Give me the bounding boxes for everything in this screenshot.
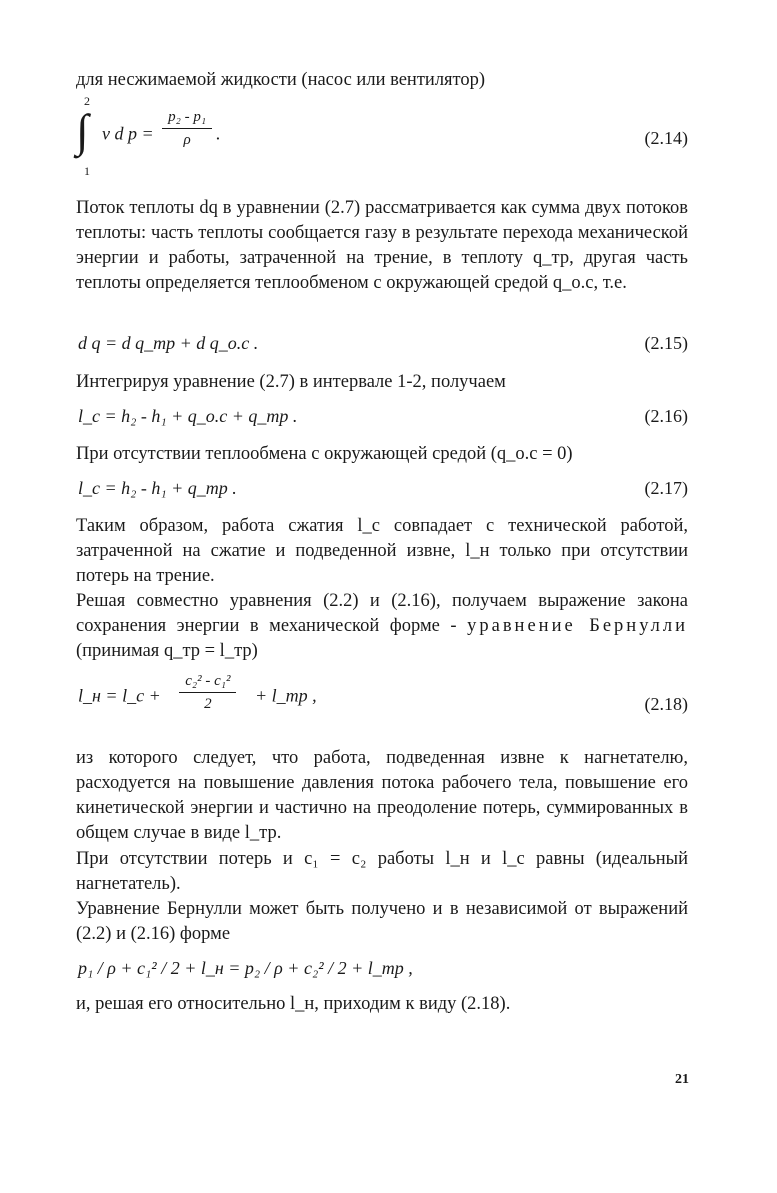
equation-2-17: l_с = h₂ - h₁ + q_тр . (2.17) xyxy=(78,478,688,498)
fraction-numerator: c₂² - c₁² xyxy=(179,672,236,693)
equation-2-16: l_с = h₂ - h₁ + q_о.с + q_тр . (2.16) xyxy=(78,406,688,426)
integral-sign: ∫ xyxy=(76,105,89,156)
equation-lhs: v d p = xyxy=(102,123,154,144)
page-number: 21 xyxy=(675,1072,689,1087)
equation-2-15: d q = d q_тр + d q_о.с . (2.15) xyxy=(78,333,688,353)
equation-2-14: 2 ∫ 1 v d p = $\frac{\text{p₂ - p₁}}{\rho}$ . (2.14) xyxy=(76,94,688,178)
equation-rhs: + l_тр , xyxy=(254,685,317,706)
fraction xyxy=(179,672,236,713)
fraction-denominator: ρ xyxy=(183,132,191,148)
equation-number: (2.18) xyxy=(644,694,688,714)
paragraph-ideal-blower: При отсутствии потерь и c₁ = c₂ работы l_н и l_с равны (идеальный нагнетатель). xyxy=(76,849,688,894)
paragraph-compression-work: Таким образом, работа сжатия l_с совпадает с технической работой, затраченной на сжатие и подведенной извне, l_н только при отсутствии потерь на трение. xyxy=(76,516,688,586)
equation-lhs: l_н = l_с + xyxy=(78,685,161,706)
fraction-numerator: p₂ - p₁ xyxy=(162,108,212,129)
equation-bernoulli: p₁ / ρ + c₁² / 2 + l_н = p₂ / ρ + c₂² / 2 + l_тр , xyxy=(78,958,413,978)
paragraph-independent-form: Уравнение Бернулли может быть получено и в независимой от выражений (2.2) и (2.16) форме xyxy=(76,899,688,944)
paragraph-conclusion: и, решая его относительно l_н, приходим к виду (2.18). xyxy=(76,994,511,1014)
fraction xyxy=(162,108,212,149)
paragraph-heat-flow: Поток теплоты dq в уравнении (2.7) рассматривается как сумма двух потоков теплоты: часть теплоты сообщается газу в результате перехода механической энергии и работы, затраченной на трение, в теплоту q_тр, другая часть теплоты определяется теплообменом с окружающей средой q_о.с, т.е. xyxy=(76,198,688,293)
paragraph-bernoulli-intro: Решая совместно уравнения (2.2) и (2.16), получаем выражение закона сохранения энергии в механической форме - уравнение Бернулли (принимая q_тр = l_тр) xyxy=(76,591,688,661)
equation-2-18 xyxy=(76,672,688,732)
bernoulli-spaced-term: уравнение Бернулли xyxy=(467,616,688,636)
equation-number: (2.14) xyxy=(644,128,688,148)
paragraph-no-heat-exchange: При отсутствии теплообмена с окружающей средой (q_о.с = 0) xyxy=(76,444,573,464)
integral-upper-limit: 2 xyxy=(84,94,90,108)
paragraph-integrating: Интегрируя уравнение (2.7) в интервале 1-2, получаем xyxy=(76,372,506,392)
integral-lower-limit: 1 xyxy=(84,164,90,178)
intro-line: для несжимаемой жидкости (насос или вентилятор) xyxy=(76,70,486,90)
paragraph-work-consumption: из которого следует, что работа, подведенная извне к нагнетателю, расходуется на повышение давления потока рабочего тела, повышение его кинетической энергии и частично на преодоление потерь, суммированных в общем случае в виде l_тр. xyxy=(76,748,688,843)
fraction-denominator: 2 xyxy=(204,696,212,712)
